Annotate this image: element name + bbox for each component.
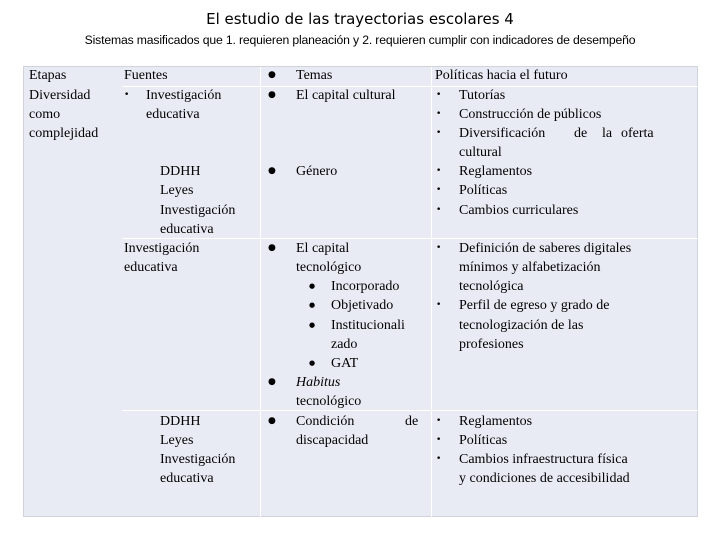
- politica-text: Diversificación: [459, 126, 546, 141]
- bullet-icon: •: [436, 416, 442, 426]
- fuente-text: Investigación: [124, 241, 200, 256]
- politica-text: cultural: [459, 145, 502, 160]
- bullet-icon: •: [436, 128, 442, 138]
- bullet-icon: •: [124, 90, 130, 100]
- politica-text: tecnológica: [459, 279, 524, 294]
- bullet-icon: ●: [268, 243, 276, 253]
- bullet-icon: •: [436, 205, 442, 215]
- etapa-text: como: [29, 107, 61, 122]
- bullet-icon: •: [436, 243, 442, 253]
- header-etapas: Etapas: [29, 68, 67, 83]
- tema-subitem: GAT: [331, 356, 359, 371]
- politica-text: tecnologización de las: [459, 318, 584, 333]
- bullet-icon: •: [436, 90, 442, 100]
- bullet-icon: ●: [268, 90, 276, 100]
- politica-text: Reglamentos: [459, 414, 533, 429]
- politica-text: de: [574, 126, 588, 141]
- tema-text: discapacidad: [296, 433, 369, 448]
- bullet-icon: •: [436, 185, 442, 195]
- etapa-text: Diversidad: [29, 88, 91, 103]
- fuente-text: Leyes: [160, 433, 194, 448]
- bullet-icon: ●: [268, 377, 276, 387]
- sub-bullet-icon: ●: [309, 359, 316, 367]
- column-separator: [431, 67, 432, 518]
- tema-text: de: [405, 414, 419, 429]
- politica-text: Definición de saberes digitales: [459, 241, 632, 256]
- bullet-icon: ●: [268, 416, 276, 426]
- header-politicas: Políticas hacia el futuro: [435, 68, 568, 83]
- fuente-text: Investigación: [160, 203, 236, 218]
- bullet-icon: •: [436, 166, 442, 176]
- politica-text: mínimos y alfabetización: [459, 260, 601, 275]
- tema-subitem: zado: [331, 337, 358, 352]
- politica-text: Políticas: [459, 183, 508, 198]
- bullet-icon: •: [436, 435, 442, 445]
- politica-text: y condiciones de accesibilidad: [459, 471, 630, 486]
- row-separator: [122, 410, 699, 411]
- header-temas: Temas: [296, 68, 333, 83]
- sub-bullet-icon: ●: [309, 321, 316, 329]
- bullet-icon: •: [436, 454, 442, 464]
- politica-text: Tutorías: [459, 88, 506, 103]
- fuente-text: educativa: [160, 222, 214, 237]
- tema-text: Género: [296, 164, 338, 179]
- sub-bullet-icon: ●: [309, 282, 316, 290]
- politica-text: Cambios curriculares: [459, 203, 579, 218]
- politica-text: Perfil de egreso y grado de: [459, 298, 610, 313]
- bullet-icon: ●: [268, 166, 276, 176]
- fuente-text: Investigación: [146, 88, 222, 103]
- politica-text: profesiones: [459, 337, 524, 352]
- tema-text: Habitus: [296, 375, 341, 390]
- page-title: El estudio de las trayectorias escolares 4: [206, 10, 514, 28]
- fuente-text: educativa: [124, 260, 178, 275]
- politica-text: oferta: [621, 126, 654, 141]
- politica-text: Cambios infraestructura física: [459, 452, 628, 467]
- politica-text: Construcción de públicos: [459, 107, 602, 122]
- bullet-icon: ●: [268, 70, 276, 80]
- etapa-text: complejidad: [29, 126, 99, 141]
- fuente-text: educativa: [146, 107, 200, 122]
- tema-text: tecnológico: [296, 260, 362, 275]
- fuente-text: Leyes: [160, 183, 194, 198]
- politica-text: Reglamentos: [459, 164, 533, 179]
- column-separator: [260, 67, 261, 518]
- tema-text: Condición: [296, 414, 355, 429]
- tema-text: tecnológico: [296, 394, 362, 409]
- tema-subitem: Incorporado: [331, 279, 400, 294]
- fuente-text: educativa: [160, 471, 214, 486]
- tema-subitem: Objetivado: [331, 298, 394, 313]
- tema-text: El capital: [296, 241, 350, 256]
- tema-subitem: Institucionali: [331, 318, 405, 333]
- politica-text: la: [602, 126, 613, 141]
- sub-bullet-icon: ●: [309, 301, 316, 309]
- fuente-text: DDHH: [160, 164, 201, 179]
- bullet-icon: •: [436, 109, 442, 119]
- bullet-icon: •: [436, 300, 442, 310]
- fuente-text: Investigación: [160, 452, 236, 467]
- fuente-text: DDHH: [160, 414, 201, 429]
- politica-text: Políticas: [459, 433, 508, 448]
- page-subtitle: Sistemas masificados que 1. requieren planeación y 2. requieren cumplir con indicadores de desempeño: [84, 33, 636, 47]
- header-fuentes: Fuentes: [124, 68, 168, 83]
- tema-text: El capital cultural: [296, 88, 396, 103]
